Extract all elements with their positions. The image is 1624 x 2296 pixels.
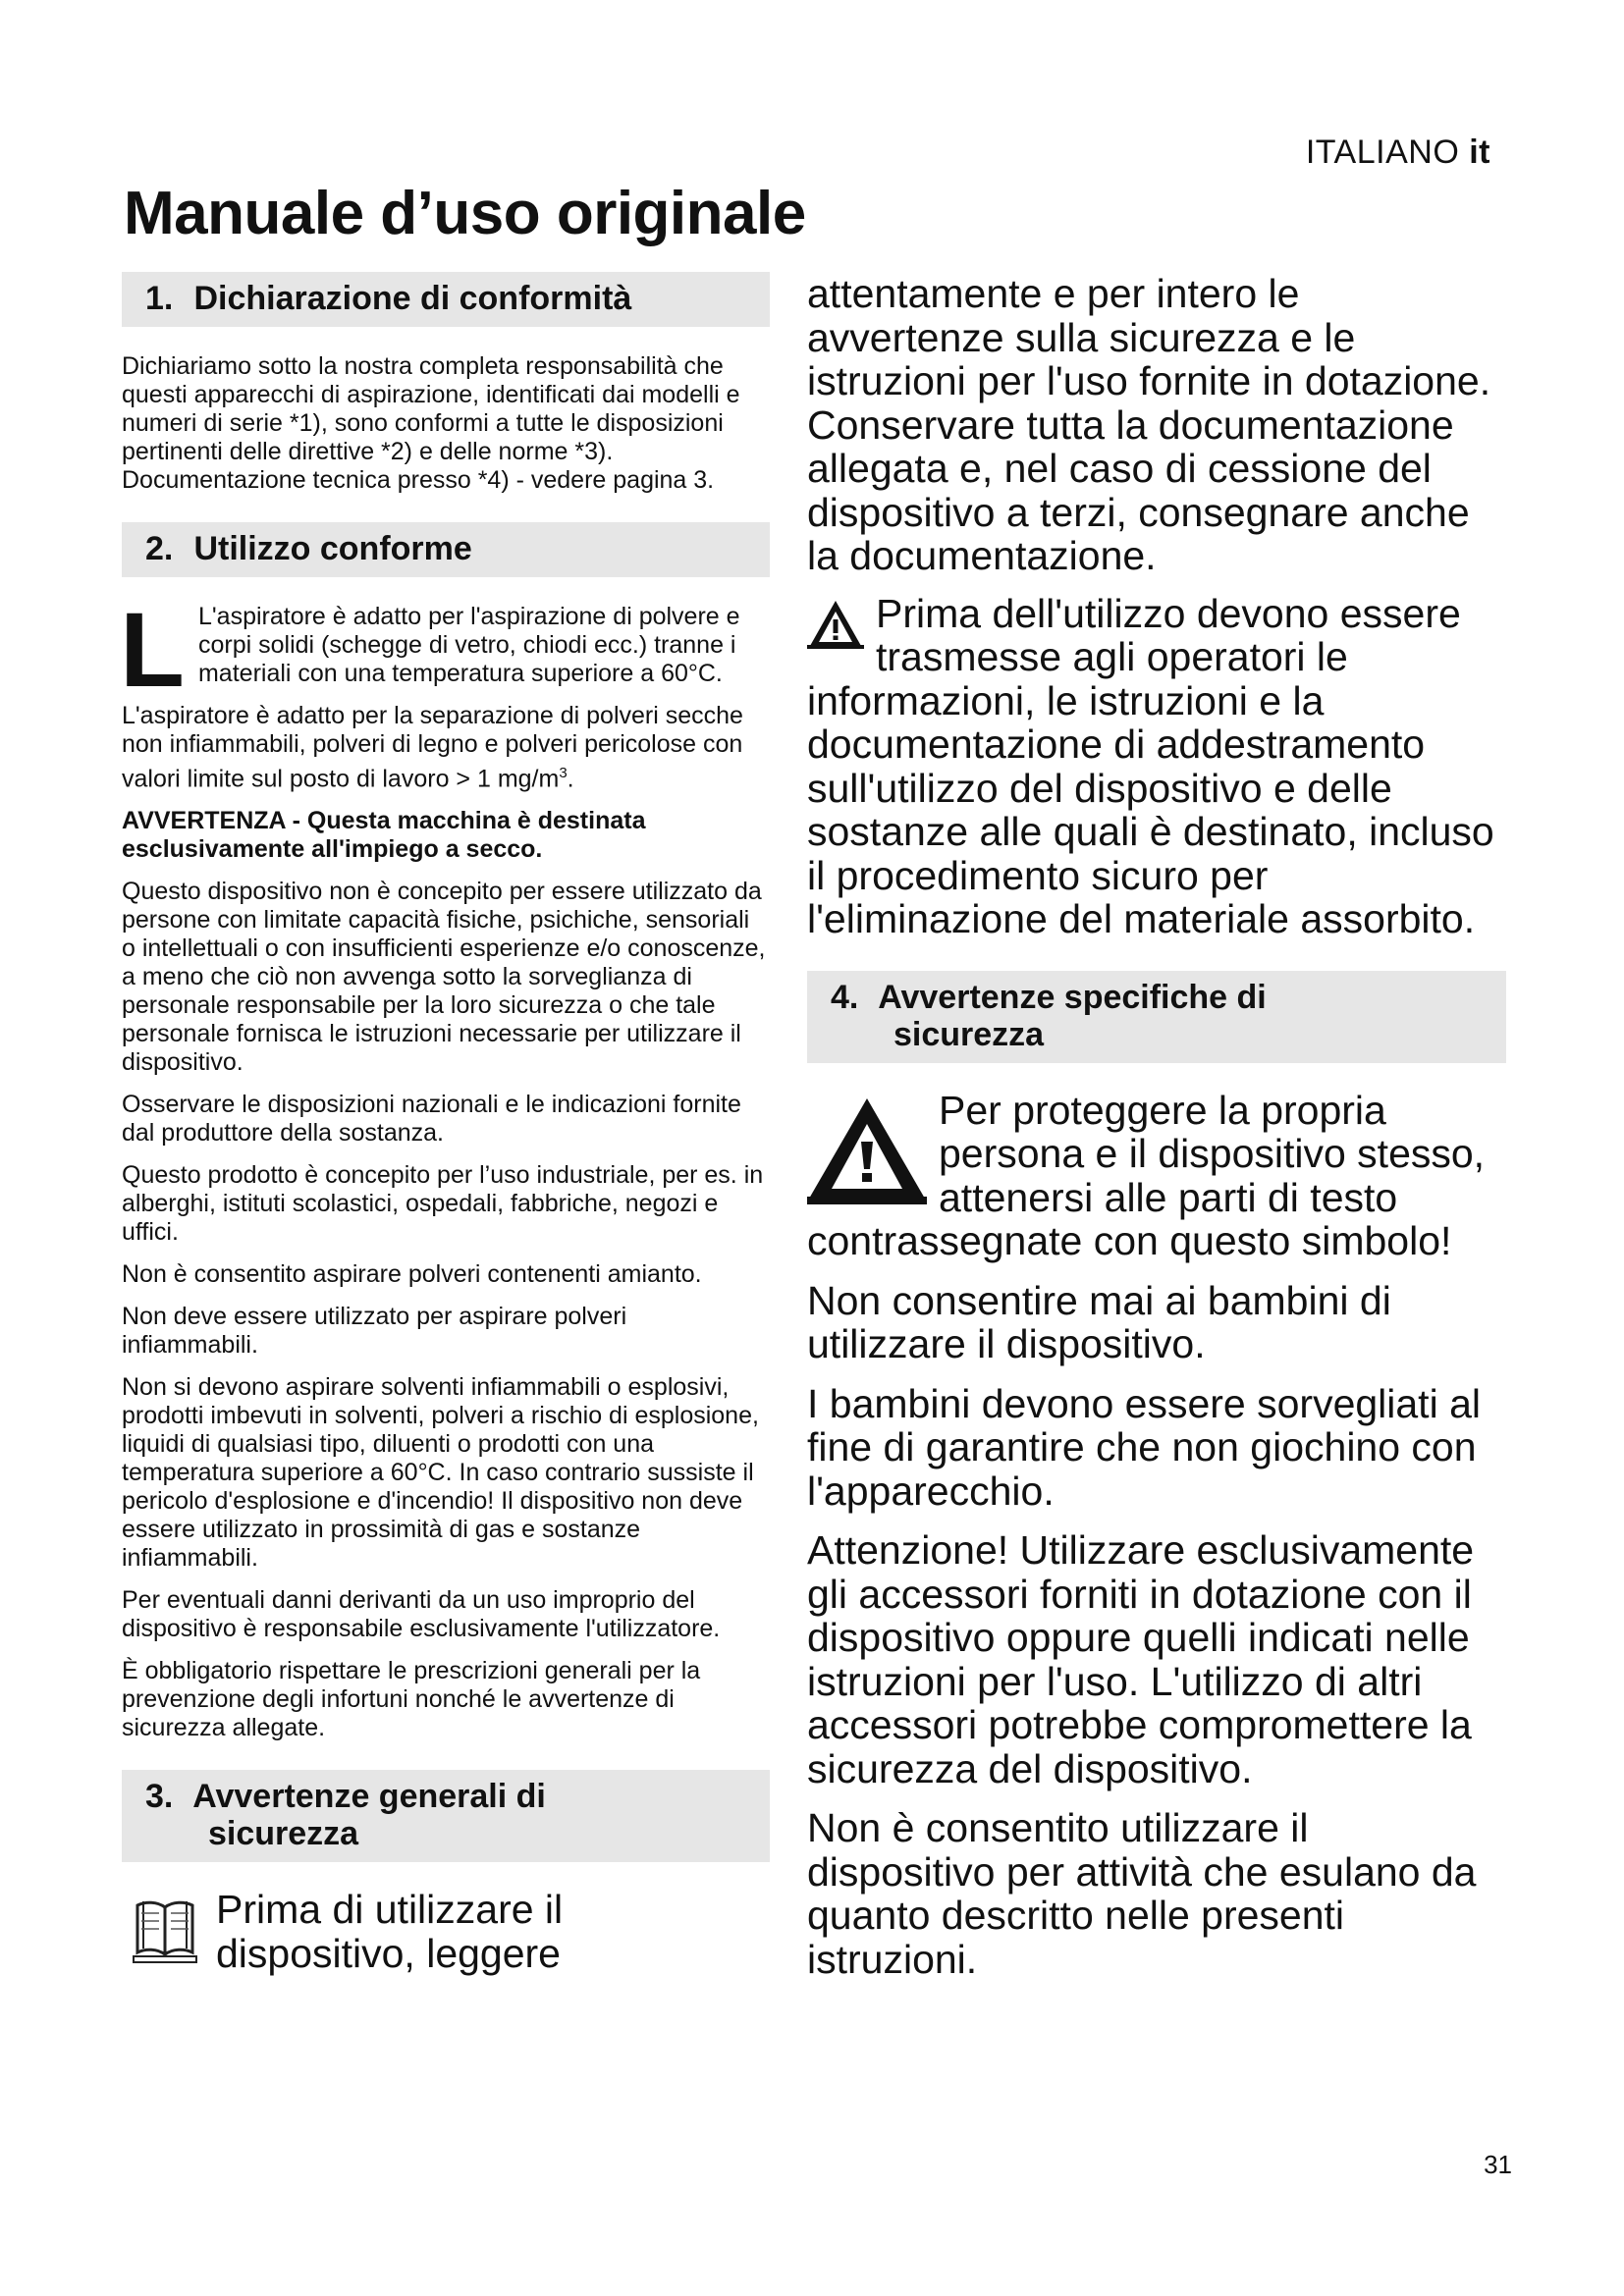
intended-use-intro [120,590,770,709]
right-column [807,272,1506,1995]
section-2-number: 2. [145,530,174,567]
training-warning-text: Prima dell'utilizzo devono essere trasmesse agli operatori le informazioni, le istruzioni e la documentazione di addestramento sull'utilizzo del dispositivo e delle sostanze alle quali è destinato, incluso il procedimento sicuro per l'eliminazione del materiale assorbito. [807,590,1494,941]
section-3-heading [122,1770,770,1862]
section-1-title: Dichiarazione di conformità [193,280,632,317]
flammable-dust-text: Non deve essere utilizzato per aspirare polveri infiammabili. [122,1303,627,1360]
section-4-title-line2: sicurezza [893,1015,1045,1053]
section-4-number: 4. [831,978,859,1016]
children-supervision-text: I bambini devono essere sorvegliati al fine di garantire che non giochino con l'apparecchio. [807,1380,1481,1514]
read-manual-continuation: attentamente e per intero le avvertenze sulla sicurezza e le istruzioni per l'uso fornite in dotazione. Conservare tutta la documentazione allegata e, nel caso di cessione del dispositivo a terzi, consegnare anche la documentazione. [807,271,1491,578]
asbestos-text: Non è consentito aspirare polveri contenenti amianto. [122,1260,702,1289]
open-book-icon [130,1896,200,1966]
section-3-title-line1: Avvertenze generali di [192,1778,546,1816]
solvents-text: Non si devono aspirare solventi infiammabili o esplosivi, prodotti imbevuti in solventi, polveri a rischio di esplosione, liquidi di qualsiasi tipo, diluenti o prodotti con una temperatura superiore a 60°C. In caso contrario sussiste il pericolo d'esplosione e d'incendio! Il dispositivo non deve essere utilizzato in prossimità di gas e sostanze infiammabili. [122,1373,759,1573]
language-code: it [1469,133,1490,171]
accident-prevention-text: È obbligatorio rispettare le prescrizioni generali per la prevenzione degli infortuni nonché le avvertenze di sicurezza allegate. [122,1657,701,1742]
accessories-text: Attenzione! Utilizzare esclusivamente gli accessori forniti in dotazione con il dispositivo oppure quelli indicati nelle istruzioni per l'uso. L'utilizzo di altri accessori potrebbe compromettere la sicurezza del dispositivo. [807,1527,1475,1791]
dry-use-warning: AVVERTENZA - Questa macchina è destinata esclusivamente all'impiego a secco. [122,807,646,864]
section-1-number: 1. [145,280,174,317]
left-column [122,272,770,1975]
section-2-heading [122,522,770,577]
section-4-title-line1: Avvertenze specifiche di [878,978,1267,1016]
section-1-heading [122,272,770,327]
page-title: Manuale d’uso originale [124,180,806,247]
liability-text: Per eventuali danni derivanti da un uso improprio del dispositivo è responsabile esclusivamente l'utilizzatore. [122,1586,721,1643]
warning-triangle-large-icon [807,1096,927,1204]
protect-warning-block [807,1089,1506,1263]
section-3-number: 3. [145,1778,174,1816]
read-manual-block [122,1888,770,1975]
user-capabilities-text: Questo dispositivo non è concepito per essere utilizzato da persone con limitate capacità fisiche, psichiche, sensoriali o intellettuali o con insufficienti esperienze e/o conoscenze, a meno che ciò non avvenga sotto la sorveglianza di personale responsabile per la loro sicurezza o che tale personale fornisca le istruzioni necessarie per utilizzare il dispositivo. [122,878,766,1077]
drop-cap-symbol: L [120,590,185,709]
intended-use-intro-text: L'aspiratore è adatto per l'aspirazione di polvere e corpi solidi (schegge di vetro, chiodi ecc.) tranne i materiali con una temperatura superiore a 60°C. [197,603,740,687]
dust-class-sup: 3 [559,765,568,781]
language-name: ITALIANO [1305,133,1460,171]
national-regulations-text: Osservare le disposizioni nazionali e le indicazioni fornite dal produttore della sostanza. [122,1091,741,1148]
dust-class-text [122,702,770,793]
intended-activities-text: Non è consentito utilizzare il dispositivo per attività che esulano da quanto descritto nelle presenti istruzioni. [807,1805,1477,1982]
industrial-use-text: Questo prodotto è concepito per l’uso industriale, per es. in alberghi, istituti scolastici, ospedali, fabbriche, negozi e uffici. [122,1161,764,1247]
dust-class-end: . [567,765,574,793]
training-warning-block [807,592,1506,941]
page-number: 31 [1484,2150,1512,2179]
section-4-heading [807,971,1506,1063]
warning-triangle-icon [807,598,864,649]
section-2-title: Utilizzo conforme [193,530,472,567]
children-use-text: Non consentire mai ai bambini di utilizzare il dispositivo. [807,1277,1391,1366]
dust-class-main: L'aspiratore è adatto per la separazione di polveri secche non infiammabili, polveri di legno e polveri pericolose con valori limite sul posto di lavoro > 1 mg/m [122,702,743,793]
read-manual-text: Prima di utilizzare il dispositivo, leggere [216,1887,564,1976]
declaration-text: Dichiariamo sotto la nostra completa responsabilità che questi apparecchi di aspirazione, identificati dai modelli e numeri di serie *1), sono conformi a tutte le disposizioni pertinenti delle direttive *2) e delle norme *3). Documentazione tecnica presso *4) - vedere pagina 3. [122,352,740,494]
language-label [1306,133,1490,172]
section-3-title-line2: sicurezza [208,1815,359,1853]
protect-text: Per proteggere la propria persona e il dispositivo stesso, attenersi alle parti di testo contrassegnate con questo simbolo! [807,1087,1486,1263]
